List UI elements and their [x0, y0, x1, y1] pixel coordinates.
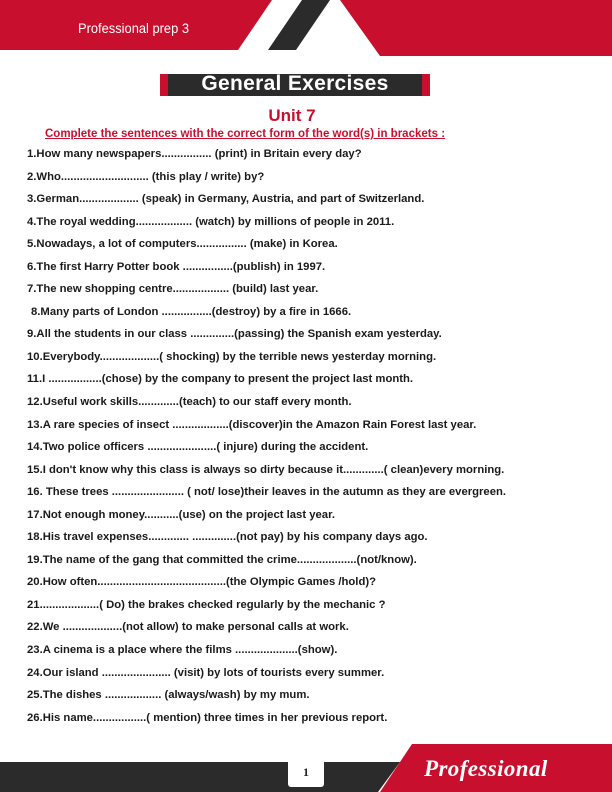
exercise-item: 9.All the students in our class ..............(passing) the Spanish exam yesterday.: [27, 328, 442, 341]
exercise-item: 15.I don't know why this class is always so dirty because it.............( clean)every morning.: [27, 463, 505, 476]
exercise-item: 3.German................... (speak) in Germany, Austria, and part of Switzerland.: [27, 193, 425, 206]
brand-logo-text: Professional: [424, 756, 548, 781]
exercise-instructions: Complete the sentences with the correct form of the word(s) in brackets :: [45, 128, 446, 140]
exercise-item: 17.Not enough money...........(use) on the project last year.: [27, 508, 336, 521]
header-title: Professional prep 3: [78, 20, 189, 36]
exercise-item: 19.The name of the gang that committed the crime...................(not/know).: [27, 553, 417, 566]
exercise-item: 10.Everybody...................( shocking) by the terrible news yesterday morning.: [27, 350, 437, 363]
exercise-item: 11.I .................(chose) by the company to present the project last month.: [27, 373, 414, 386]
page-title: General Exercises: [201, 72, 389, 95]
exercise-item: 6.The first Harry Potter book ................(publish) in 1997.: [27, 260, 326, 273]
header-band-dark-stripe: [268, 0, 330, 50]
unit-title: Unit 7: [268, 106, 316, 125]
footer-band-dark-shape: [0, 762, 400, 792]
exercise-item: 16. These trees ....................... ( not/ lose)their leaves in the autumn as they are evergreen.: [27, 486, 507, 499]
exercise-item: 5.Nowadays, a lot of computers................ (make) in Korea.: [27, 238, 338, 251]
exercise-item: 1.How many newspapers................ (print) in Britain every day?: [27, 148, 362, 160]
exercise-item: 23.A cinema is a place where the films ....................(show).: [27, 644, 338, 657]
exercise-item: 24.Our island ...................... (visit) by lots of tourists every summer.: [27, 666, 385, 679]
exercise-item: 21...................( Do) the brakes checked regularly by the mechanic ?: [27, 598, 386, 611]
exercise-item: 4.The royal wedding.................. (watch) by millions of people in 2011.: [27, 215, 395, 228]
exercise-item: 26.His name.................( mention) three times in her previous report.: [27, 711, 388, 724]
exercise-item: 7.The new shopping centre.................. (build) last year.: [27, 283, 319, 296]
exercise-item: 18.His travel expenses............. ..............(not pay) by his company days ago.: [27, 531, 428, 544]
exercise-item: 22.We ...................(not allow) to make personal calls at work.: [27, 621, 349, 634]
exercise-list: [27, 146, 506, 732]
exercise-item: 8.Many parts of London ................(destroy) by a fire in 1666.: [31, 305, 352, 318]
exercise-item: 25.The dishes .................. (always/wash) by my mum.: [27, 689, 310, 702]
header-band-right-shape: [340, 0, 612, 56]
exercise-item: 13.A rare species of insect ..................(discover)in the Amazon Rain Forest last year.: [27, 418, 477, 431]
exercise-item: 12.Useful work skills.............(teach) to our staff every month.: [27, 396, 352, 409]
exercise-item: 14.Two police officers ......................( injure) during the accident.: [27, 441, 369, 454]
exercise-item: 20.How often.........................................(the Olympic Games /hold)?: [27, 576, 377, 589]
exercise-item: 2.Who............................ (this play / write) by?: [27, 170, 265, 183]
page-number: 1: [288, 759, 324, 787]
